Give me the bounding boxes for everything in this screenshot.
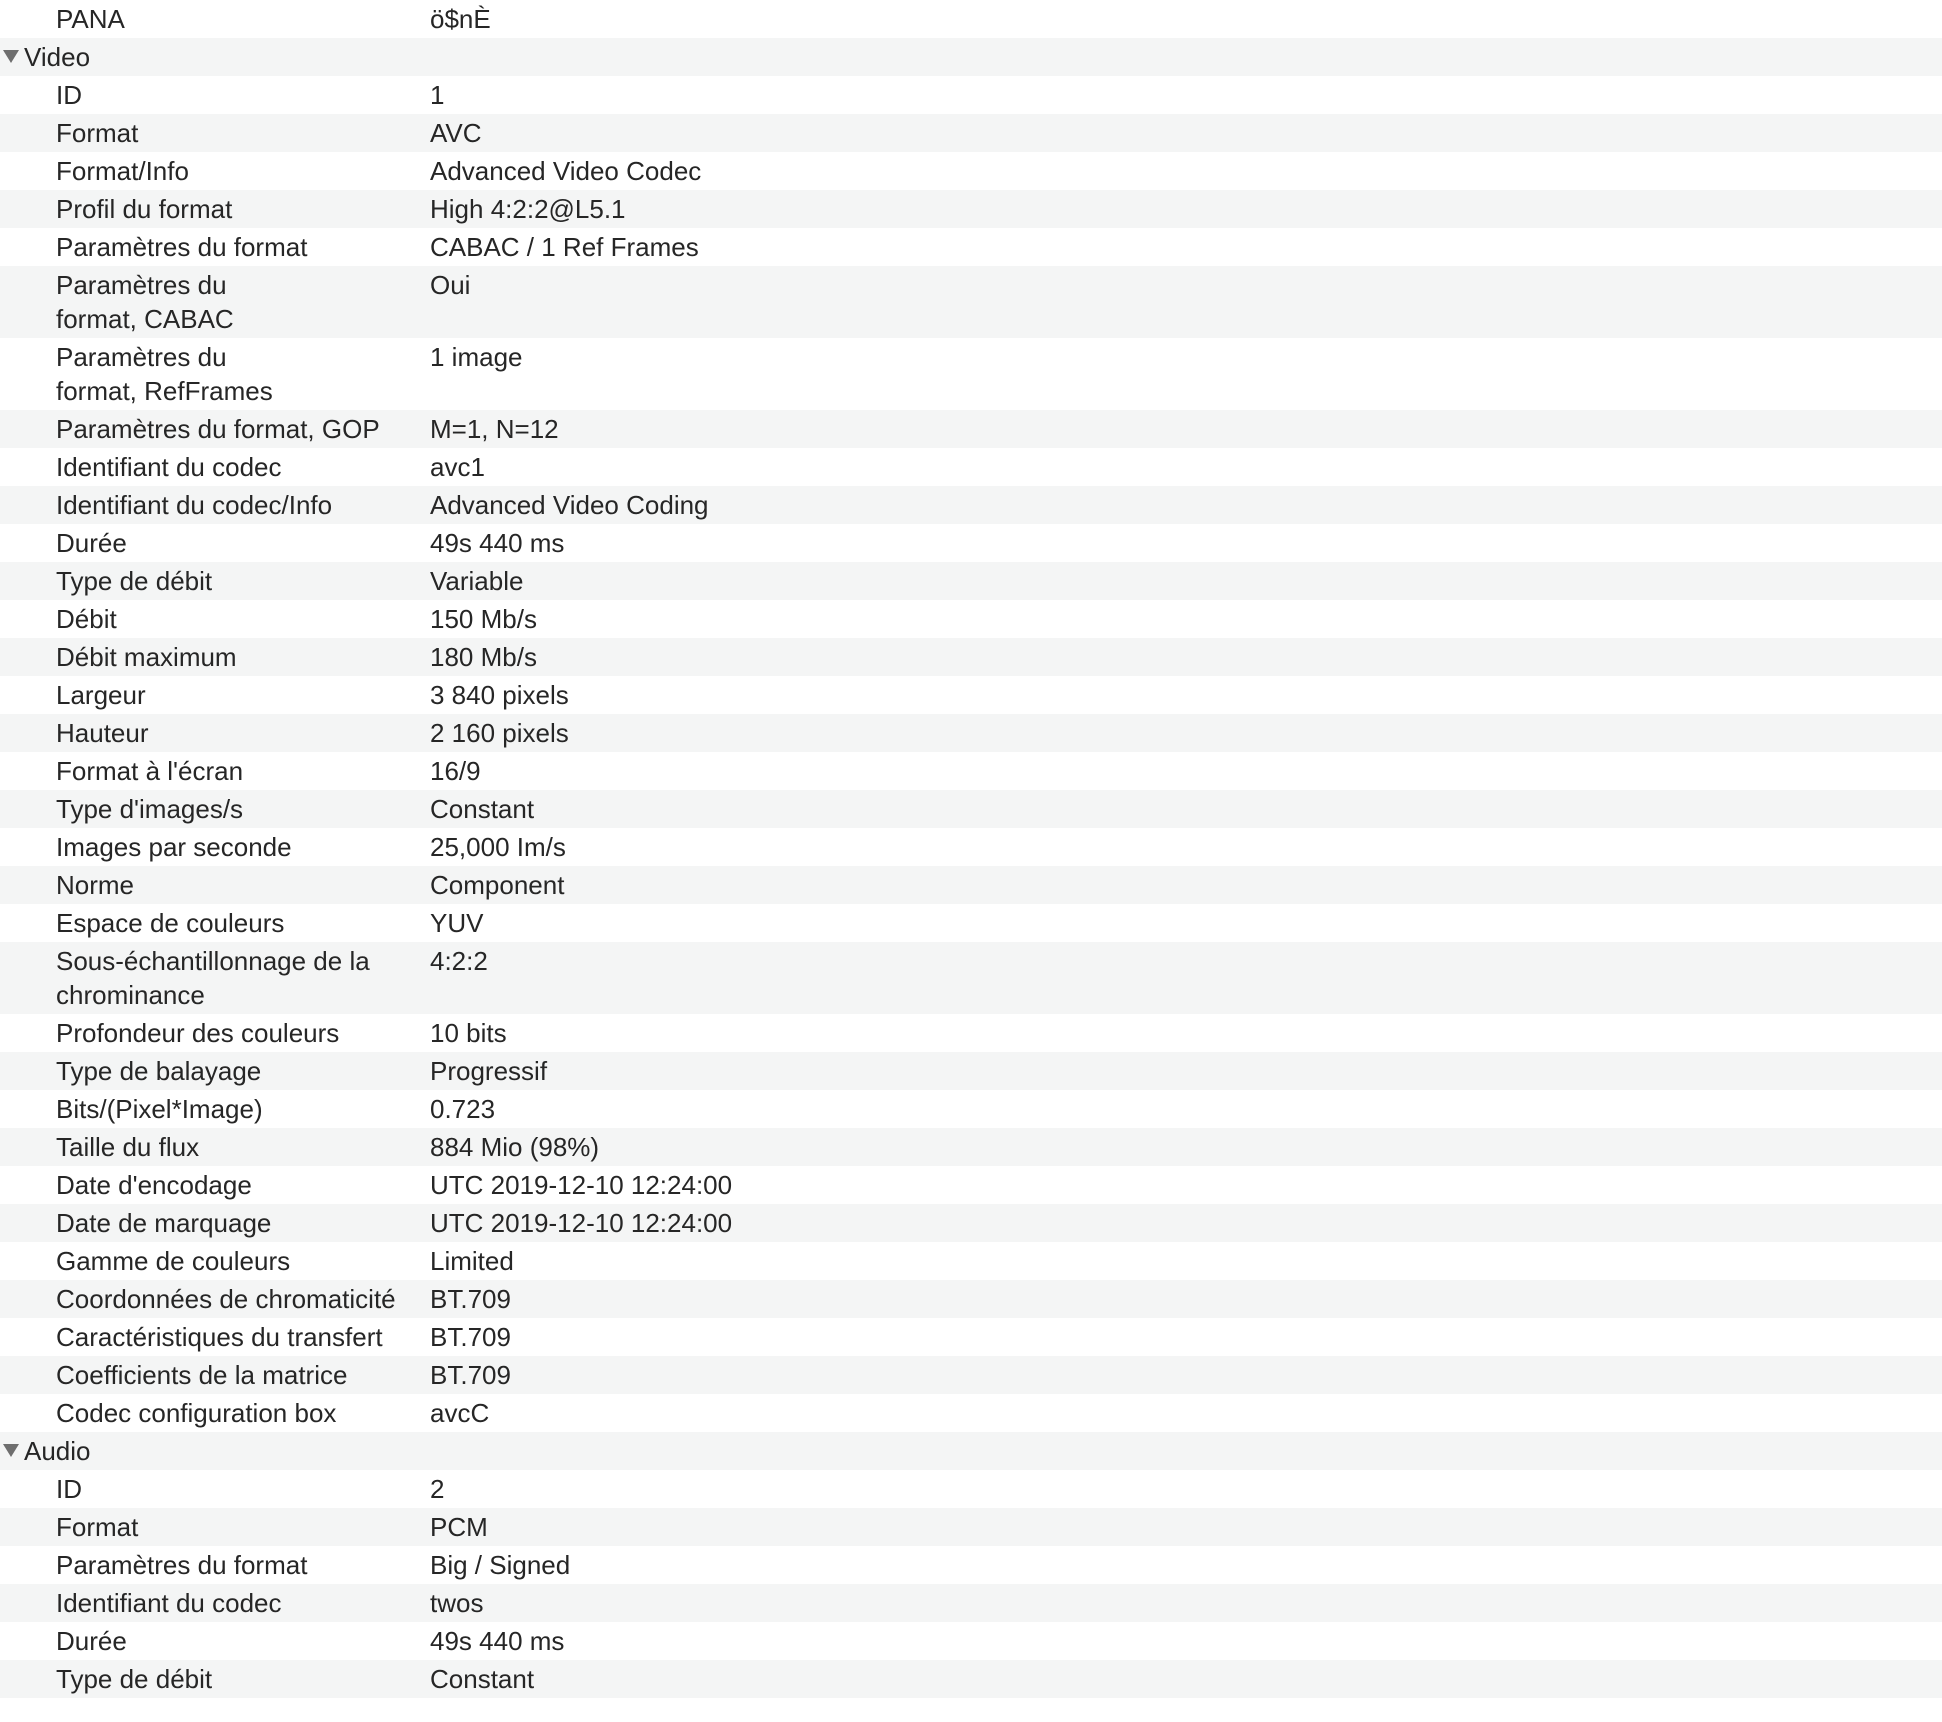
property-value: Constant — [430, 1664, 535, 1694]
property-row[interactable] — [0, 1660, 1942, 1698]
property-value: 16/9 — [430, 756, 481, 786]
property-label: Débit — [56, 604, 117, 634]
property-value: Advanced Video Codec — [430, 156, 702, 186]
property-value: BT.709 — [430, 1360, 511, 1390]
property-label: Date d'encodage — [56, 1170, 252, 1200]
property-row[interactable] — [0, 1318, 1942, 1356]
property-label: Identifiant du codec — [56, 1588, 282, 1618]
property-value: Variable — [430, 566, 524, 596]
property-value: AVC — [430, 118, 482, 148]
property-value: 884 Mio (98%) — [430, 1132, 600, 1162]
property-label: Largeur — [56, 680, 146, 710]
property-row[interactable] — [0, 600, 1942, 638]
property-row[interactable] — [0, 1622, 1942, 1660]
property-row[interactable] — [0, 638, 1942, 676]
property-label: ID — [56, 80, 82, 110]
property-label: Format/Info — [56, 156, 189, 186]
property-label: Sous-échantillonnage de la chrominance — [56, 946, 370, 1010]
property-label: ID — [56, 1474, 82, 1504]
property-value: High 4:2:2@L5.1 — [430, 194, 626, 224]
property-label: Images par seconde — [56, 832, 292, 862]
property-value: 10 bits — [430, 1018, 507, 1048]
property-label: Espace de couleurs — [56, 908, 285, 938]
property-row[interactable] — [0, 942, 1942, 1014]
property-label: Profondeur des couleurs — [56, 1018, 340, 1048]
property-label: Format — [56, 1512, 139, 1542]
section-title: Audio — [24, 1436, 91, 1466]
section-audio[interactable] — [0, 1432, 1942, 1470]
property-row[interactable] — [0, 114, 1942, 152]
property-value: UTC 2019-12-10 12:24:00 — [430, 1208, 733, 1238]
property-row[interactable] — [0, 752, 1942, 790]
property-value: Big / Signed — [430, 1550, 571, 1580]
property-label: Type de débit — [56, 566, 213, 596]
property-label: Type de débit — [56, 1664, 213, 1694]
property-label: Hauteur — [56, 718, 149, 748]
property-row[interactable] — [0, 1052, 1942, 1090]
property-row[interactable] — [0, 152, 1942, 190]
property-row[interactable] — [0, 1546, 1942, 1584]
property-value: avcC — [430, 1398, 490, 1428]
property-row[interactable] — [0, 1698, 1942, 1722]
property-value: Component — [430, 870, 565, 900]
property-row[interactable] — [0, 1508, 1942, 1546]
property-row[interactable] — [0, 1242, 1942, 1280]
property-value: twos — [430, 1588, 484, 1618]
property-row[interactable] — [0, 1356, 1942, 1394]
property-value: M=1, N=12 — [430, 414, 559, 444]
property-value: UTC 2019-12-10 12:24:00 — [430, 1170, 733, 1200]
property-value: Progressif — [430, 1056, 548, 1086]
property-value: Oui — [430, 270, 471, 300]
property-value: 3 840 pixels — [430, 680, 569, 710]
property-row[interactable] — [0, 866, 1942, 904]
property-row[interactable] — [0, 828, 1942, 866]
property-value: Advanced Video Coding — [430, 490, 709, 520]
property-label: Durée — [56, 528, 127, 558]
property-value: 1 — [430, 80, 445, 110]
property-row[interactable] — [0, 1584, 1942, 1622]
property-label: Norme — [56, 870, 135, 900]
property-value: 2 — [430, 1474, 445, 1504]
property-row[interactable] — [0, 338, 1942, 410]
property-row[interactable] — [0, 266, 1942, 338]
property-label: Type de balayage — [56, 1056, 262, 1086]
property-row[interactable] — [0, 486, 1942, 524]
property-label: Paramètres du format, RefFrames — [56, 342, 273, 406]
property-label: Identifiant du codec/Info — [56, 490, 333, 520]
section-title: Video — [24, 42, 91, 72]
property-row[interactable] — [0, 410, 1942, 448]
property-value: CABAC / 1 Ref Frames — [430, 232, 699, 262]
property-value: 25,000 Im/s — [430, 832, 566, 862]
property-row[interactable] — [0, 0, 1942, 38]
property-row[interactable] — [0, 1280, 1942, 1318]
property-label: Taille du flux — [56, 1132, 200, 1162]
property-row[interactable] — [0, 1090, 1942, 1128]
property-value: ö$nÈ — [430, 4, 491, 34]
property-label: Paramètres du format, CABAC — [56, 270, 234, 334]
property-value: avc1 — [430, 452, 485, 482]
property-row[interactable] — [0, 228, 1942, 266]
property-value: 150 Mb/s — [430, 604, 537, 634]
property-row[interactable] — [0, 1166, 1942, 1204]
property-row[interactable] — [0, 448, 1942, 486]
property-label: Type d'images/s — [56, 794, 244, 824]
property-label: Coordonnées de chromaticité — [56, 1284, 396, 1314]
property-label: Paramètres du format — [56, 1550, 308, 1580]
property-value: 4:2:2 — [430, 946, 488, 976]
property-row[interactable] — [0, 1204, 1942, 1242]
property-row[interactable] — [0, 190, 1942, 228]
property-row[interactable] — [0, 524, 1942, 562]
property-label: Date de marquage — [56, 1208, 272, 1238]
property-value: 180 Mb/s — [430, 642, 537, 672]
property-value: Limited — [430, 1246, 514, 1276]
property-value: BT.709 — [430, 1284, 511, 1314]
property-row[interactable] — [0, 76, 1942, 114]
property-row[interactable] — [0, 790, 1942, 828]
property-row[interactable] — [0, 1394, 1942, 1432]
property-value: PCM — [430, 1512, 488, 1542]
property-value: 49s 440 ms — [430, 1626, 565, 1656]
property-value: 1 image — [430, 342, 523, 372]
property-label: Bits/(Pixel*Image) — [56, 1094, 263, 1124]
property-label: Format à l'écran — [56, 756, 244, 786]
property-row[interactable] — [0, 1470, 1942, 1508]
disclosure-triangle-down-icon[interactable] — [3, 1444, 19, 1457]
property-value: BT.709 — [430, 1322, 511, 1352]
property-row[interactable] — [0, 562, 1942, 600]
property-row[interactable] — [0, 1128, 1942, 1166]
property-row[interactable] — [0, 904, 1942, 942]
property-value: 0.723 — [430, 1094, 496, 1124]
property-row[interactable] — [0, 714, 1942, 752]
property-label: Durée — [56, 1626, 127, 1656]
property-label — [56, 1698, 426, 1700]
property-label: Coefficients de la matrice — [56, 1360, 348, 1390]
property-label: Débit maximum — [56, 642, 237, 672]
property-value: Constant — [430, 794, 535, 824]
property-row[interactable] — [0, 676, 1942, 714]
property-label: Profil du format — [56, 194, 233, 224]
property-label: Format — [56, 118, 139, 148]
property-value: 2 160 pixels — [430, 718, 569, 748]
property-label: Codec configuration box — [56, 1398, 337, 1428]
property-label: Paramètres du format — [56, 232, 308, 262]
property-label: Gamme de couleurs — [56, 1246, 291, 1276]
property-label: Identifiant du codec — [56, 452, 282, 482]
section-video[interactable] — [0, 38, 1942, 76]
property-label: Caractéristiques du transfert — [56, 1322, 383, 1352]
disclosure-triangle-down-icon[interactable] — [3, 50, 19, 63]
property-row[interactable] — [0, 1014, 1942, 1052]
property-value: 49s 440 ms — [430, 528, 565, 558]
property-label: PANA — [56, 4, 125, 34]
property-value: YUV — [430, 908, 484, 938]
property-label: Paramètres du format, GOP — [56, 414, 380, 444]
